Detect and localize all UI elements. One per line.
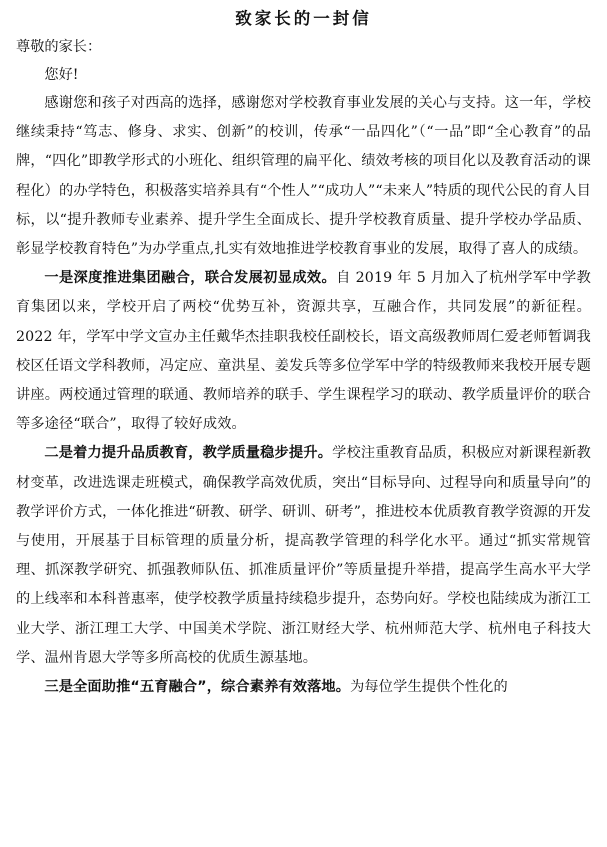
letter-title: 致家长的一封信 bbox=[235, 9, 372, 28]
greeting: 您好! bbox=[44, 67, 79, 83]
intro-paragraph: 感谢您和孩子对西高的选择，感谢您对学校教育事业发展的关心与支持。这一年，学校继续秉持“笃志、修身、求实、创新”的校训，传承“一品四化”（“一品”即“全心教育”的品牌，“四化”即教学形式的小班化、组织管理的扁平化、绩效考核的项目化以及教育活动的课程化）的办学特色，积极落实培养具有“个性人”“成功人”“未来人”特质的现代公民的育人目标，以“提升教师专业素养、提升学生全面成长、提升学校教育质量、提升学校办学品质、彰显学校教育特色”为办学重点,扎实有效地推进学校教育事业的发展，取得了喜人的成绩。 bbox=[16, 95, 591, 258]
section-heading-2: 二是着力提升品质教育，教学质量稳步提升。 bbox=[44, 445, 333, 462]
salutation: 尊敬的家长： bbox=[16, 39, 102, 55]
section-body-1: 自 2019 年 5 月加入了杭州学军中学教育集团以来，学校开启了两校“优势互补，资源共享，互融合作，共同发展”的新征程。2022 年，学军中学文宣办主任戴华杰挂职我校任副校长，语文高级教师周仁爱老师暂调我校区任语文学科教师，冯定应、童洪星、姜发兵等多位学军中学的特级教师来我校开展专题讲座。两校通过管理的联通、教师培养的联手、学生课程学习的联动、教学质量评价的联合等多途径“联合”，取得了较好成效。 bbox=[16, 270, 591, 433]
section-paragraph-2 bbox=[16, 439, 591, 673]
section-heading-3: 三是全面助推“五育融合”，综合素养有效落地。 bbox=[44, 679, 351, 696]
section-body-2: 学校注重教育品质，积极应对新课程新教材变革，改进选课走班模式，确保教学高效优质，突出“目标导向、过程导向和质量导向”的教学评价方式，一体化推进“研教、研学、研训、研考”，推进校本优质教育教学资源的开发与使用，开展基于目标管理的质量分析，提高教学管理的科学化水平。通过“抓实常规管理、抓深教学研究、抓强教师队伍、抓准质量评价”等质量提升举措，提高学生高水平大学的上线率和本科普惠率，使学校教学质量持续稳步提升，态势向好。学校也陆续成为浙江工业大学、浙江理工大学、中国美术学院、浙江财经大学、杭州师范大学、杭州电子科技大学、温州肯恩大学等多所高校的优质生源基地。 bbox=[16, 445, 591, 666]
section-heading-1: 一是深度推进集团融合，联合发展初显成效。 bbox=[44, 270, 337, 287]
section-paragraph-3 bbox=[16, 673, 591, 702]
section-paragraph-1 bbox=[16, 264, 591, 439]
section-body-3: 为每位学生提供个性化的 bbox=[350, 679, 508, 696]
